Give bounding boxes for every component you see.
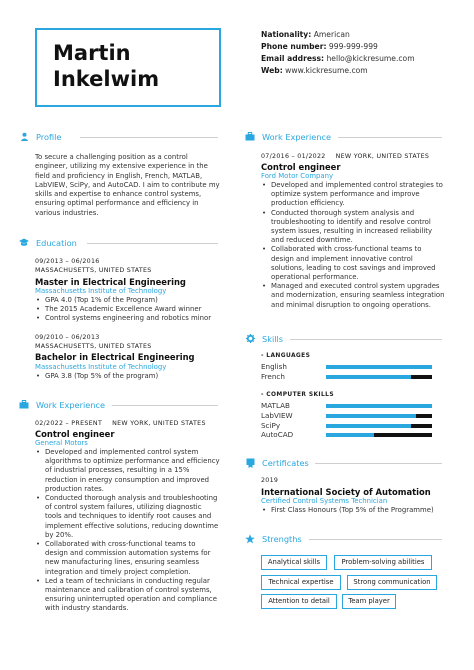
graduation-cap-icon <box>18 238 30 248</box>
contact-info <box>261 29 415 77</box>
name-box <box>35 28 221 107</box>
education-heading: Education <box>18 238 77 248</box>
edu-2-bullets <box>35 372 220 381</box>
list-item: • The 2015 Academic Excellence Award winner <box>35 305 220 314</box>
work-right-heading: Work Experience <box>244 132 331 142</box>
list-item: • Developed and implemented control strategies to optimize system performance and improve production efficiency. <box>261 181 446 209</box>
edu-1-bullets <box>35 296 220 324</box>
edu-2-location: MASSACHUSETTS, UNITED STATES <box>35 343 152 350</box>
strength-tag: Strong communication <box>347 575 437 590</box>
work-left-bullets <box>35 448 220 614</box>
skill-bar-fill <box>326 414 416 418</box>
skill-bar <box>326 414 432 418</box>
skill-bar-fill <box>326 375 411 379</box>
edu-1-degree: Master in Electrical Engineering <box>35 277 186 287</box>
contact-nationality: Nationality: American <box>261 30 350 39</box>
skill-row <box>261 362 432 371</box>
list-item: • Conducted thorough analysis and troubleshooting of control system failures, utilizing diagnostic tools and techniques to identify root causes and implement effective solutions, reducing downtime by 20%. <box>35 494 220 540</box>
contact-web: Web: www.kickresume.com <box>261 66 368 75</box>
list-item: • GPA 3.8 (Top 5% of the program) <box>35 372 220 381</box>
contact-email: Email address: hello@kickresume.com <box>261 54 415 63</box>
edu-1-location: MASSACHUSETTS, UNITED STATES <box>35 267 152 274</box>
briefcase-icon <box>244 132 256 142</box>
skill-name: LabVIEW <box>261 411 293 420</box>
last-name: Inkelwim <box>53 67 160 91</box>
work-right-bullets <box>261 181 446 310</box>
work-left-company: General Motors <box>35 439 88 447</box>
skill-bar <box>326 433 432 437</box>
list-item: • Control systems engineering and robotics minor <box>35 314 220 323</box>
skills-heading: Skills <box>244 334 283 344</box>
skill-bar-fill <box>326 404 432 408</box>
list-item: • Managed and executed control system upgrades and modernization, ensuring seamless integration and minimal disruption to ongoing operations. <box>261 282 446 310</box>
work-right-company: Ford Motor Company <box>261 172 334 180</box>
work-right-meta: 07/2016 – 01/2022 NEW YORK, UNITED STATES <box>261 153 430 160</box>
skill-row <box>261 372 432 381</box>
divider <box>315 463 442 464</box>
strength-tag: Team player <box>342 594 396 609</box>
gear-icon <box>244 334 256 344</box>
skill-name: MATLAB <box>261 401 290 410</box>
skill-name: French <box>261 372 285 381</box>
divider <box>309 539 442 540</box>
divider <box>80 137 218 138</box>
strength-tag: Technical expertise <box>261 575 341 590</box>
skill-bar <box>326 424 432 428</box>
skill-group-computer: - COMPUTER SKILLS <box>261 392 334 398</box>
skill-row <box>261 411 432 420</box>
edu-1-school: Massachusetts Institute of Technology <box>35 287 167 295</box>
work-left-meta: 02/2022 – PRESENT NEW YORK, UNITED STATES <box>35 420 206 427</box>
edu-2-degree: Bachelor in Electrical Engineering <box>35 352 195 362</box>
list-item: • First Class Honours (Top 5% of the Programme) <box>261 506 446 515</box>
edu-2-school: Massachusetts Institute of Technology <box>35 363 167 371</box>
skill-name: English <box>261 362 287 371</box>
skill-bar-fill <box>326 433 374 437</box>
divider <box>112 405 218 406</box>
contact-phone: Phone number: 999-999-999 <box>261 42 378 51</box>
list-item: • GPA 4.0 (Top 1% of the Program) <box>35 296 220 305</box>
skill-bar <box>326 404 432 408</box>
certificate-icon <box>244 458 256 468</box>
skill-bar-fill <box>326 424 411 428</box>
star-icon <box>244 534 256 544</box>
edu-2-dates: 09/2010 – 06/2013 <box>35 334 100 341</box>
work-left-title: Control engineer <box>35 429 115 439</box>
first-name: Martin <box>53 41 131 65</box>
skill-bar-fill <box>326 365 432 369</box>
skill-group-languages: - LANGUAGES <box>261 353 311 359</box>
certificates-heading: Certificates <box>244 458 309 468</box>
profile-text: To secure a challenging position as a control engineer, utilizing my extensive experience in the field and proficiency in English, French, MATLAB, LabVIEW, SciPy, and AutoCAD. I aim to contribute my skills and expertise to enhance control systems, ensuring optimal performance and efficiency in various industries. <box>35 153 220 217</box>
skill-name: SciPy <box>261 421 281 430</box>
strength-tag: Attention to detail <box>261 594 337 609</box>
work-left-heading: Work Experience <box>18 400 105 410</box>
certificate-year: 2019 <box>261 477 279 484</box>
strength-tag: Problem-solving abilities <box>334 555 432 570</box>
certificate-title: Certified Control Systems Technician <box>261 497 388 505</box>
divider <box>290 339 442 340</box>
work-right-title: Control engineer <box>261 162 341 172</box>
list-item: • Conducted thorough system analysis and troubleshooting to identify and resolve control system issues, resulting in increased reliability and reduced downtime. <box>261 209 446 246</box>
skill-row <box>261 430 432 439</box>
person-icon <box>18 132 30 142</box>
list-item: • Collaborated with cross-functional teams to design and implement innovative control solutions, leading to cost savings and improved operational performance. <box>261 245 446 282</box>
edu-1-dates: 09/2013 – 06/2016 <box>35 258 100 265</box>
list-item: • Led a team of technicians in conducting regular maintenance and calibration of control systems, ensuring uninterrupted operation and compliance with industry standards. <box>35 577 220 614</box>
skill-bar <box>326 365 432 369</box>
list-item: • Collaborated with cross-functional teams to design and commission automation systems for new manufacturing lines, ensuring seamless integration and timely project completion. <box>35 540 220 577</box>
skill-row <box>261 421 432 430</box>
strengths-heading: Strengths <box>244 534 302 544</box>
briefcase-icon <box>18 400 30 410</box>
skill-row <box>261 401 432 410</box>
skill-bar <box>326 375 432 379</box>
skill-name: AutoCAD <box>261 430 294 439</box>
divider <box>338 137 442 138</box>
certificate-bullets <box>261 506 446 515</box>
profile-heading: Profile <box>18 132 61 142</box>
divider <box>87 243 218 244</box>
certificate-name: International Society of Automation <box>261 487 431 497</box>
list-item: • Developed and implemented control system algorithms to optimize performance and efficiency of industrial processes, resulting in a 15% reduction in energy consumption and improved production rates. <box>35 448 220 494</box>
strength-tag: Analytical skills <box>261 555 327 570</box>
